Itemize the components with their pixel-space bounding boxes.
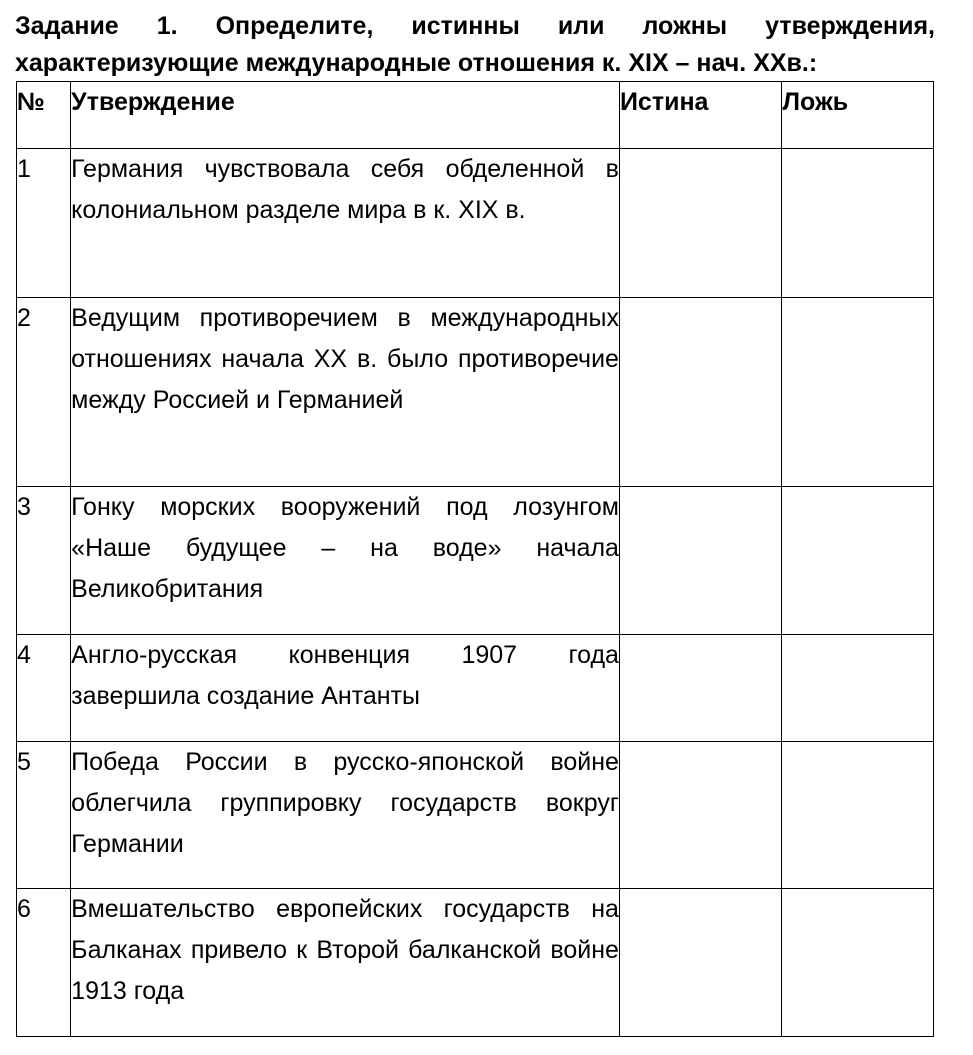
row-statement: Победа России в русско-японской войне облегчила группировку государств вокруг Германии <box>71 742 620 889</box>
row-false-cell[interactable] <box>782 889 934 1037</box>
row-true-cell[interactable] <box>619 742 782 889</box>
row-statement: Гонку морских вооружений под лозунгом «Наше будущее – на воде» начала Великобритания <box>71 487 620 635</box>
table-row <box>17 635 934 742</box>
table-row <box>17 298 934 487</box>
row-statement: Вмешательство европейских государств на Балканах привело к Второй балканской войне 1913 года <box>71 889 620 1037</box>
table-row <box>17 742 934 889</box>
row-false-cell[interactable] <box>782 487 934 635</box>
header-number: № <box>17 82 71 149</box>
row-false-cell[interactable] <box>782 635 934 742</box>
row-false-cell[interactable] <box>782 298 934 487</box>
row-statement: Англо-русская конвенция 1907 года завершила создание Антанты <box>71 635 620 742</box>
row-false-cell[interactable] <box>782 149 934 298</box>
row-number: 6 <box>17 889 71 1037</box>
row-statement: Германия чувствовала себя обделенной в колониальном разделе мира в к. XIX в. <box>71 149 620 298</box>
table-row <box>17 889 934 1037</box>
statements-table <box>16 81 934 1037</box>
row-statement: Ведущим противоречием в международных отношениях начала XX в. было противоречие между Россией и Германией <box>71 298 620 487</box>
row-true-cell[interactable] <box>619 487 782 635</box>
row-true-cell[interactable] <box>619 635 782 742</box>
row-number: 2 <box>17 298 71 487</box>
row-true-cell[interactable] <box>619 889 782 1037</box>
table-header-row <box>17 82 934 149</box>
table-row <box>17 487 934 635</box>
row-number: 5 <box>17 742 71 889</box>
header-statement: Утверждение <box>71 82 620 149</box>
row-true-cell[interactable] <box>619 149 782 298</box>
row-number: 3 <box>17 487 71 635</box>
row-number: 4 <box>17 635 71 742</box>
header-true: Истина <box>619 82 782 149</box>
row-true-cell[interactable] <box>619 298 782 487</box>
row-false-cell[interactable] <box>782 742 934 889</box>
table-row <box>17 149 934 298</box>
header-false: Ложь <box>782 82 934 149</box>
row-number: 1 <box>17 149 71 298</box>
task-title: Задание 1. Определите, истинны или ложны утверждения, характеризующие международные отношения к. XIX – нач. XXв.: <box>15 12 935 77</box>
